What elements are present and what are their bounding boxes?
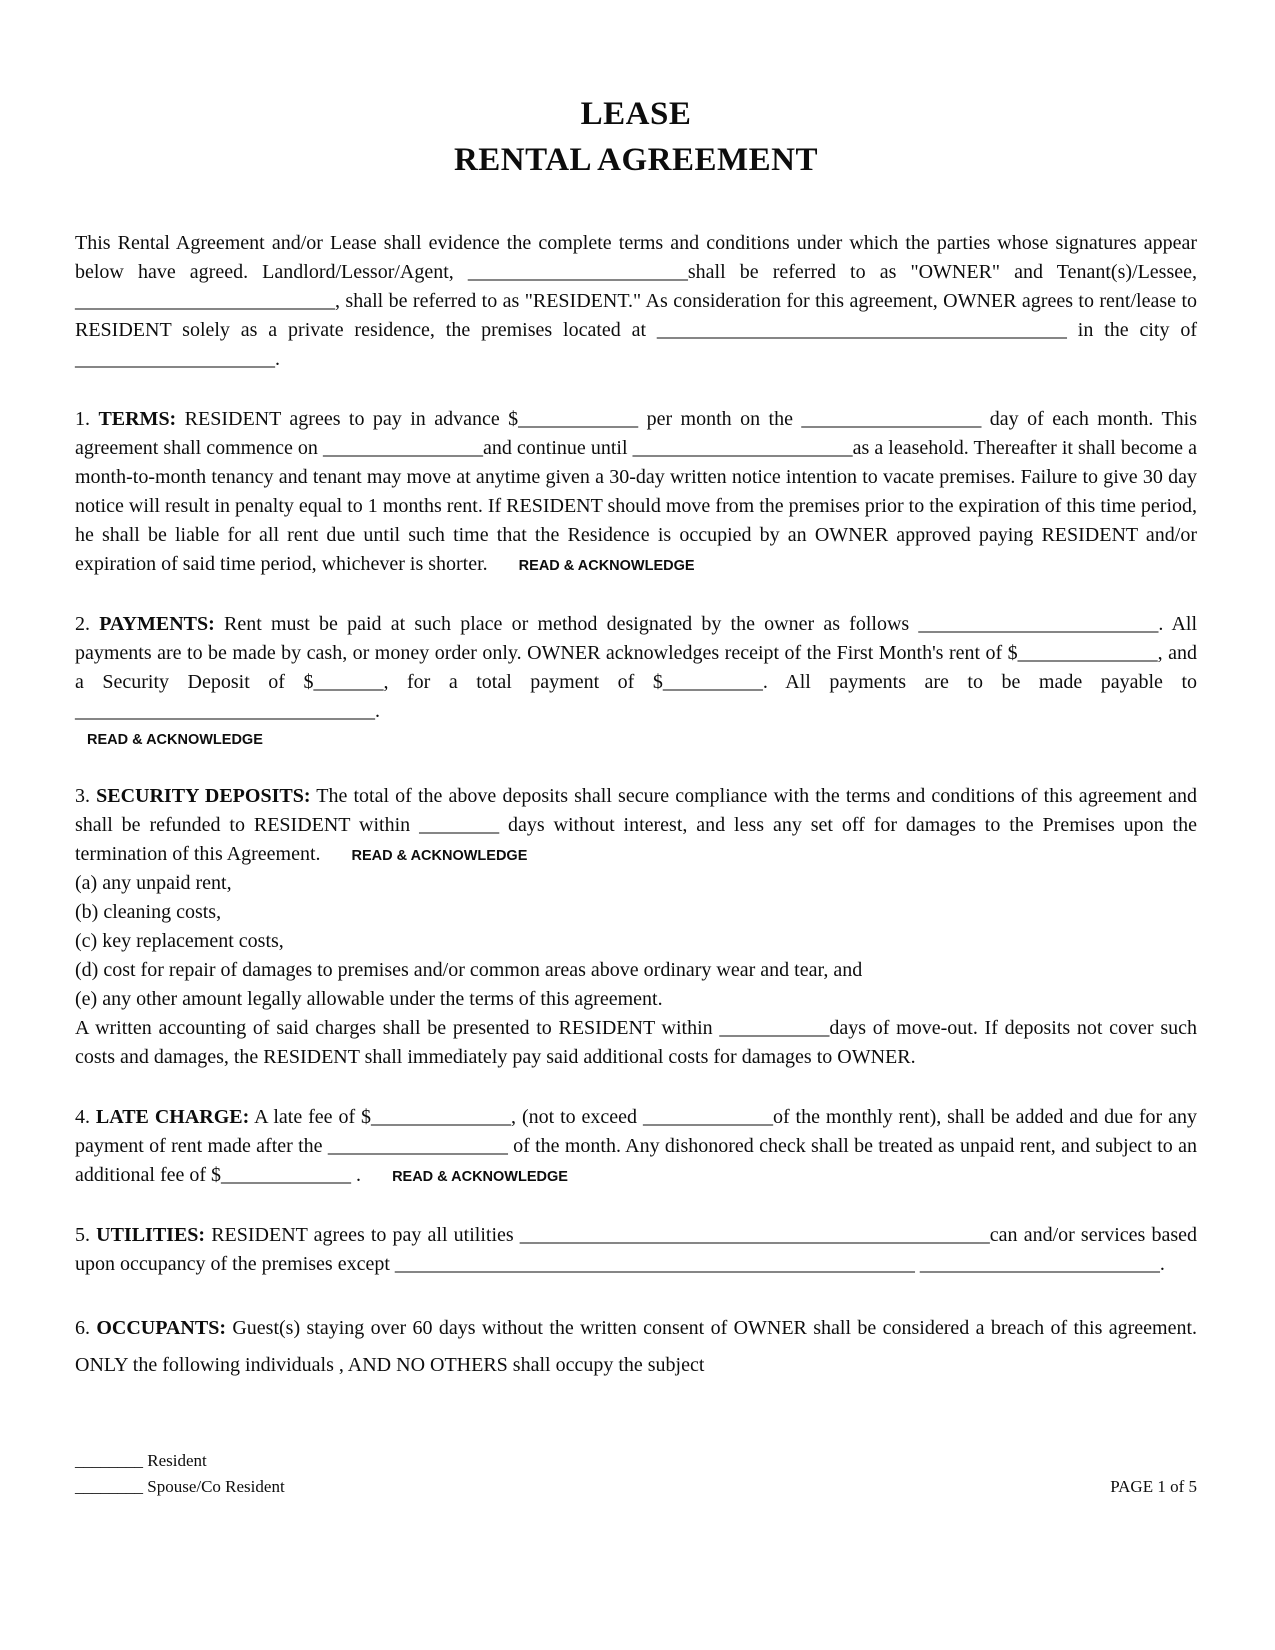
- section-late-charge: [75, 1103, 1197, 1190]
- section-security-heading: SECURITY DEPOSITS:: [96, 785, 311, 808]
- section-payments-heading: PAYMENTS:: [99, 613, 215, 636]
- section-late-charge-paragraph: [75, 1103, 1197, 1190]
- section-security-body: The total of the above deposits shall secure compliance with the terms and conditions of this agreement and shall be refunded to RESIDENT within ________ days without interest, and less any set off for damages to the Premises upon the termination of this Agreement.: [75, 785, 1198, 866]
- security-list-item-d: (d) cost for repair of damages to premises and/or common areas above ordinary wear and tear, and: [75, 959, 863, 982]
- section-utilities-body: RESIDENT agrees to pay all utilities _______________________________________________can and/or services based upon occupancy of the premises except ____________________________________________________ ________________________.: [75, 1224, 1198, 1276]
- section-terms: [75, 405, 1197, 579]
- document-title-line1: LEASE: [580, 96, 692, 132]
- footer-signature-lines: [75, 1448, 285, 1501]
- section-security-deposits: [75, 782, 1197, 1072]
- section-late-charge-number: 4.: [75, 1106, 90, 1129]
- security-list-item-a: (a) any unpaid rent,: [75, 872, 232, 895]
- section-terms-heading: TERMS:: [98, 408, 177, 431]
- section-late-charge-heading: LATE CHARGE:: [95, 1106, 250, 1129]
- section-occupants-number: 6.: [75, 1317, 90, 1340]
- section-occupants-paragraph: [75, 1310, 1197, 1384]
- intro-text: This Rental Agreement and/or Lease shall evidence the complete terms and conditions under which the parties whose signatures appear below have agreed. Landlord/Lessor/Agent, ______________________shall be referred to as "OWNER" and Tenant(s)/Lessee, __________________________, shall be referred to as "RESIDENT." As consideration for this agreement, OWNER agrees to rent/lease to RESIDENT solely as a private residence, the premises located at _________________________________________ in the city of ____________________.: [75, 232, 1197, 371]
- section-occupants-heading: OCCUPANTS:: [96, 1317, 226, 1340]
- read-acknowledge-label: READ & ACKNOWLEDGE: [392, 1169, 568, 1186]
- section-terms-paragraph: [75, 405, 1197, 579]
- section-utilities-number: 5.: [75, 1224, 90, 1247]
- page-footer: [75, 1448, 1197, 1501]
- security-list-item-b: (b) cleaning costs,: [75, 901, 222, 924]
- security-list-item-c: (c) key replacement costs,: [75, 930, 284, 953]
- section-security-paragraph: [75, 782, 1197, 869]
- section-terms-body: RESIDENT agrees to pay in advance $____________ per month on the __________________ day of each month. This agreement shall commence on ________________and continue until ______________________as a leasehold. Thereafter it shall become a month-to-month tenancy and tenant may move at anytime given a 30-day written notice intention to vacate premises. Failure to give 30 day notice will result in penalty equal to 1 months rent. If RESIDENT should move from the premises prior to the expiration of this time period, he shall be liable for all rent due until such time that the Residence is occupied by an OWNER approved paying RESIDENT and/or expiration of said time period, whichever is shorter.: [75, 408, 1198, 576]
- section-payments-paragraph: [75, 610, 1197, 726]
- footer-page-number: PAGE 1 of 5: [1110, 1477, 1197, 1497]
- intro-paragraph: [75, 229, 1197, 374]
- section-security-number: 3.: [75, 785, 90, 808]
- section-occupants-body: Guest(s) staying over 60 days without the written consent of OWNER shall be considered a breach of this agreement. ONLY the following individuals , AND NO OTHERS shall occupy the subject: [75, 1317, 1198, 1377]
- section-payments: [75, 610, 1197, 751]
- section-utilities-paragraph: [75, 1221, 1197, 1279]
- document-title-line2: RENTAL AGREEMENT: [453, 141, 819, 178]
- read-acknowledge-label: READ & ACKNOWLEDGE: [351, 848, 528, 865]
- footer-resident-line: ________ Resident: [75, 1451, 207, 1470]
- read-acknowledge-label: READ & ACKNOWLEDGE: [518, 558, 695, 575]
- security-list-item-e: (e) any other amount legally allowable under the terms of this agreement.: [75, 988, 663, 1011]
- section-utilities: [75, 1221, 1197, 1279]
- section-payments-body: Rent must be paid at such place or method designated by the owner as follows ________________________. All payments are to be made by cash, or money order only. OWNER acknowledges receipt of the First Month's rent of $______________, and a Security Deposit of $_______, for a total payment of $__________. All payments are to be made payable to ______________________________.: [75, 613, 1198, 723]
- section-payments-number: 2.: [75, 613, 90, 636]
- read-acknowledge-label: READ & ACKNOWLEDGE: [87, 732, 263, 749]
- section-late-charge-body: A late fee of $______________, (not to exceed _____________of the monthly rent), shall be added and due for any payment of rent made after the __________________ of the month. Any dishonored check shall be treated as unpaid rent, and subject to an additional fee of $_____________ .: [75, 1106, 1198, 1187]
- section-terms-number: 1.: [75, 408, 90, 431]
- document-title: [75, 92, 1197, 183]
- section-security-closing: A written accounting of said charges shall be presented to RESIDENT within ___________days of move-out. If deposits not cover such costs and damages, the RESIDENT shall immediately pay said additional costs for damages to OWNER.: [75, 1017, 1197, 1069]
- footer-spouse-line: ________ Spouse/Co Resident: [75, 1477, 285, 1497]
- section-occupants: [75, 1310, 1197, 1384]
- section-utilities-heading: UTILITIES:: [96, 1224, 206, 1247]
